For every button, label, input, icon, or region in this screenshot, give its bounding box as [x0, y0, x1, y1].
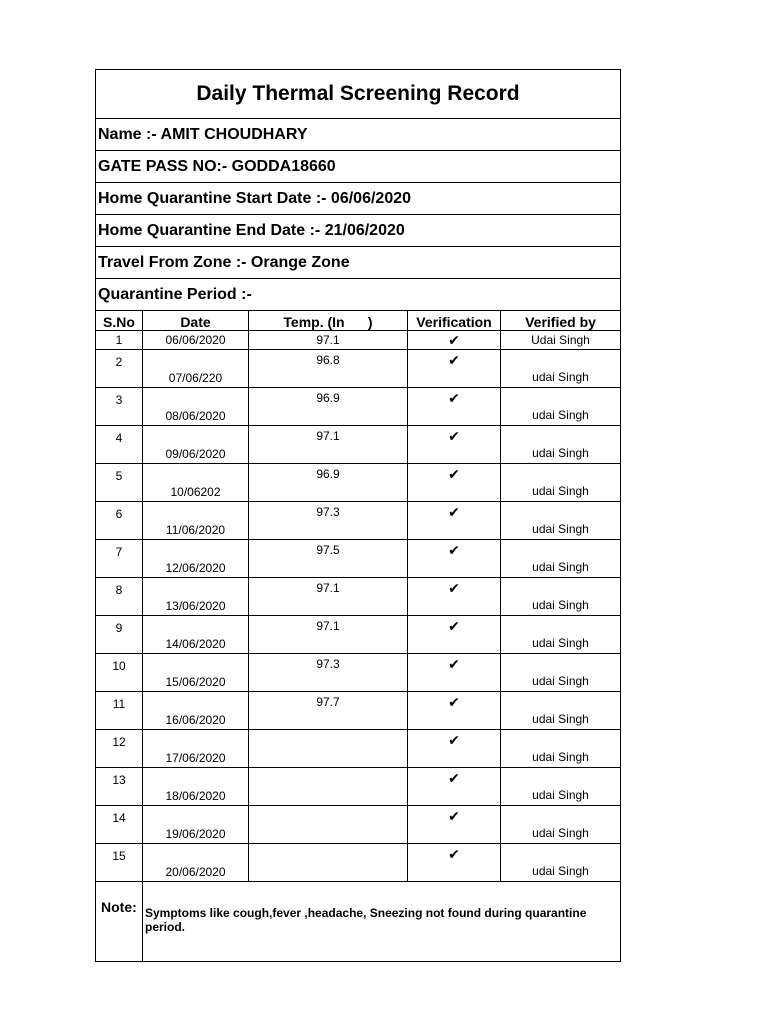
header-verification: Verification — [408, 311, 501, 331]
check-icon: ✔ — [408, 844, 501, 882]
row-sno: 4 — [96, 426, 143, 464]
table-row — [96, 616, 621, 654]
check-icon: ✔ — [408, 692, 501, 730]
header-temp: Temp. (In ) — [249, 311, 408, 331]
row-verified-by: udai Singh — [501, 768, 621, 806]
check-icon: ✔ — [408, 331, 501, 350]
note-row — [96, 882, 621, 962]
row-date: 19/06/2020 — [143, 806, 249, 844]
note-text: Symptoms like cough,fever ,headache, Sneezing not found during quarantine period. — [143, 882, 621, 962]
row-temperature: 97.1 — [249, 616, 408, 654]
row-sno: 9 — [96, 616, 143, 654]
check-icon: ✔ — [408, 502, 501, 540]
row-temperature: 97.3 — [249, 502, 408, 540]
name-field: Name :- AMIT CHOUDHARY — [96, 119, 621, 151]
row-sno: 11 — [96, 692, 143, 730]
screening-record-table — [95, 69, 621, 962]
row-sno: 13 — [96, 768, 143, 806]
row-date: 20/06/2020 — [143, 844, 249, 882]
table-row — [96, 806, 621, 844]
row-temperature: 96.8 — [249, 350, 408, 388]
table-row — [96, 730, 621, 768]
check-icon: ✔ — [408, 806, 501, 844]
row-sno: 10 — [96, 654, 143, 692]
row-date: 14/06/2020 — [143, 616, 249, 654]
row-date: 09/06/2020 — [143, 426, 249, 464]
row-date: 15/06/2020 — [143, 654, 249, 692]
row-verified-by: udai Singh — [501, 350, 621, 388]
row-date: 13/06/2020 — [143, 578, 249, 616]
check-icon: ✔ — [408, 768, 501, 806]
row-date: 08/06/2020 — [143, 388, 249, 426]
table-row — [96, 844, 621, 882]
row-verified-by: udai Singh — [501, 730, 621, 768]
row-verified-by: udai Singh — [501, 844, 621, 882]
check-icon: ✔ — [408, 540, 501, 578]
table-row — [96, 654, 621, 692]
row-verified-by: udai Singh — [501, 388, 621, 426]
row-date: 06/06/2020 — [143, 331, 249, 350]
document-title: Daily Thermal Screening Record — [96, 70, 621, 119]
quarantine-period-field: Quarantine Period :- — [96, 279, 621, 311]
row-temperature — [249, 768, 408, 806]
table-row — [96, 388, 621, 426]
table-row — [96, 692, 621, 730]
header-sno: S.No — [96, 311, 143, 331]
row-temperature — [249, 730, 408, 768]
row-temperature: 97.7 — [249, 692, 408, 730]
row-date: 18/06/2020 — [143, 768, 249, 806]
table-row — [96, 331, 621, 350]
row-verified-by: Udai Singh — [501, 331, 621, 350]
row-date: 10/06202 — [143, 464, 249, 502]
travel-zone-field: Travel From Zone :- Orange Zone — [96, 247, 621, 279]
column-header-row — [96, 311, 621, 331]
check-icon: ✔ — [408, 654, 501, 692]
table-row — [96, 502, 621, 540]
row-date: 07/06/220 — [143, 350, 249, 388]
row-sno: 12 — [96, 730, 143, 768]
table-row — [96, 426, 621, 464]
check-icon: ✔ — [408, 464, 501, 502]
table-row — [96, 464, 621, 502]
check-icon: ✔ — [408, 616, 501, 654]
table-row — [96, 768, 621, 806]
row-date: 17/06/2020 — [143, 730, 249, 768]
note-label: Note: — [96, 882, 143, 962]
header-verified-by: Verified by — [501, 311, 621, 331]
row-sno: 14 — [96, 806, 143, 844]
row-sno: 1 — [96, 331, 143, 350]
row-date: 11/06/2020 — [143, 502, 249, 540]
row-temperature: 97.1 — [249, 578, 408, 616]
table-row — [96, 350, 621, 388]
table-row — [96, 578, 621, 616]
check-icon: ✔ — [408, 426, 501, 464]
row-sno: 3 — [96, 388, 143, 426]
row-sno: 8 — [96, 578, 143, 616]
row-temperature — [249, 806, 408, 844]
gate-pass-field: GATE PASS NO:- GODDA18660 — [96, 151, 621, 183]
row-verified-by: udai Singh — [501, 540, 621, 578]
row-date: 16/06/2020 — [143, 692, 249, 730]
row-verified-by: udai Singh — [501, 692, 621, 730]
check-icon: ✔ — [408, 578, 501, 616]
row-sno: 6 — [96, 502, 143, 540]
row-temperature: 96.9 — [249, 388, 408, 426]
check-icon: ✔ — [408, 730, 501, 768]
check-icon: ✔ — [408, 350, 501, 388]
row-temperature: 97.5 — [249, 540, 408, 578]
row-verified-by: udai Singh — [501, 426, 621, 464]
quarantine-start-date-field: Home Quarantine Start Date :- 06/06/2020 — [96, 183, 621, 215]
row-sno: 2 — [96, 350, 143, 388]
row-verified-by: udai Singh — [501, 464, 621, 502]
row-date: 12/06/2020 — [143, 540, 249, 578]
row-temperature: 96.9 — [249, 464, 408, 502]
row-sno: 15 — [96, 844, 143, 882]
row-verified-by: udai Singh — [501, 654, 621, 692]
row-verified-by: udai Singh — [501, 616, 621, 654]
row-verified-by: udai Singh — [501, 578, 621, 616]
table-row — [96, 540, 621, 578]
row-sno: 7 — [96, 540, 143, 578]
row-temperature — [249, 844, 408, 882]
header-date: Date — [143, 311, 249, 331]
quarantine-end-date-field: Home Quarantine End Date :- 21/06/2020 — [96, 215, 621, 247]
row-verified-by: udai Singh — [501, 502, 621, 540]
row-verified-by: udai Singh — [501, 806, 621, 844]
row-temperature: 97.1 — [249, 426, 408, 464]
check-icon: ✔ — [408, 388, 501, 426]
row-temperature: 97.1 — [249, 331, 408, 350]
row-sno: 5 — [96, 464, 143, 502]
row-temperature: 97.3 — [249, 654, 408, 692]
